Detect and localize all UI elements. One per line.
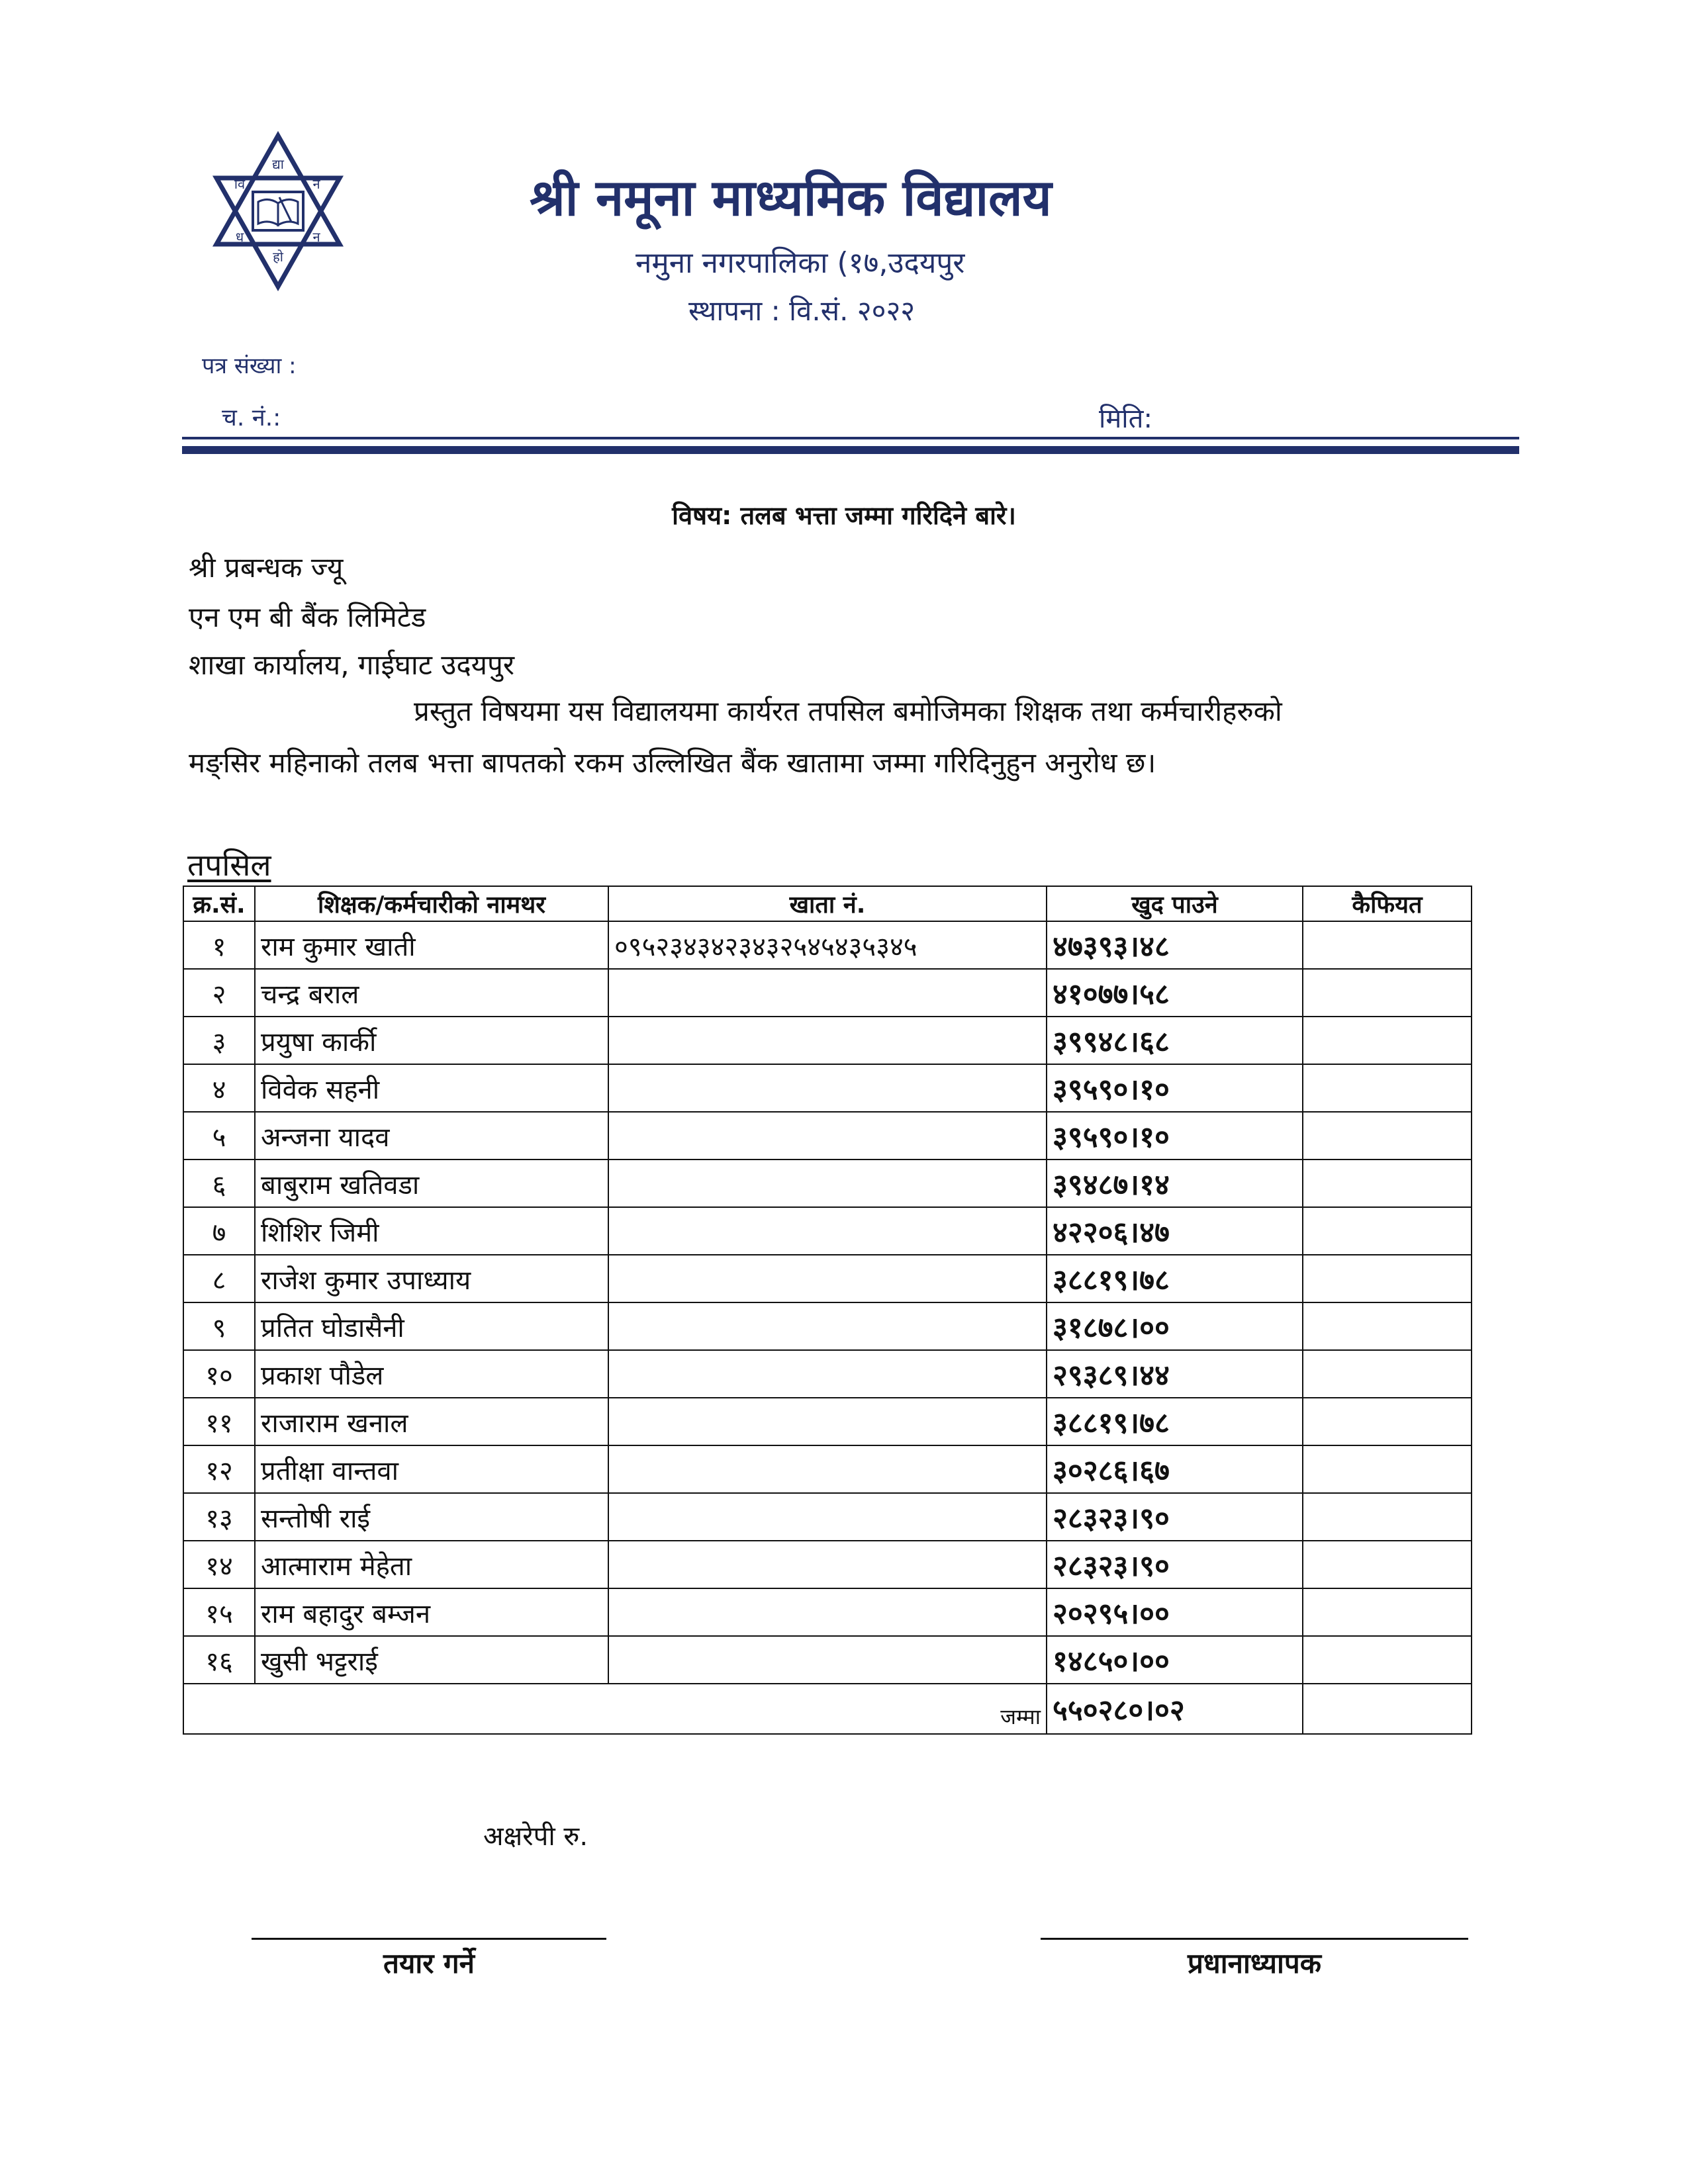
total-remarks <box>1303 1684 1472 1734</box>
account-number <box>608 1350 1047 1398</box>
employee-name: आत्माराम मेहेता <box>255 1541 608 1588</box>
table-row <box>183 1350 1472 1398</box>
net-amount: ४१०७७।५८ <box>1047 969 1303 1017</box>
employee-name: राजेश कुमार उपाध्याय <box>255 1255 608 1302</box>
letter-subject: विषय: तलब भत्ता जम्मा गरिदिने बारे। <box>672 501 1016 530</box>
row-serial: ८ <box>183 1255 255 1302</box>
net-amount: २०२९५।०० <box>1047 1588 1303 1636</box>
date-label: मिति: <box>1099 404 1152 434</box>
row-serial: ६ <box>183 1160 255 1207</box>
remarks <box>1303 1064 1472 1112</box>
school-logo <box>199 129 357 295</box>
table-row <box>183 969 1472 1017</box>
row-serial: १५ <box>183 1588 255 1636</box>
school-name: श्री नमूना माध्यमिक विद्यालय <box>530 168 1052 227</box>
net-amount: ३९५९०।१० <box>1047 1112 1303 1160</box>
table-row <box>183 1588 1472 1636</box>
account-number <box>608 969 1047 1017</box>
employee-name: विवेक सहनी <box>255 1064 608 1112</box>
logo-letter: द्या <box>272 156 284 172</box>
account-number <box>608 1207 1047 1255</box>
remarks <box>1303 1493 1472 1541</box>
row-serial: १६ <box>183 1636 255 1684</box>
logo-letter: वि <box>234 176 246 192</box>
net-amount: ३९५९०।१० <box>1047 1064 1303 1112</box>
body-paragraph-line: मङ्सिर महिनाको तलब भत्ता बापतको रकम उल्लिखित बैंक खातामा जम्मा गरिदिनुहुन अनुरोध छ। <box>189 747 1156 779</box>
row-serial: १२ <box>183 1445 255 1493</box>
employee-name: राजाराम खनाल <box>255 1398 608 1445</box>
net-amount: २८३२३।९० <box>1047 1493 1303 1541</box>
net-amount: १४८५०।०० <box>1047 1636 1303 1684</box>
table-row <box>183 1493 1472 1541</box>
salary-table <box>183 886 1472 1735</box>
account-number <box>608 1064 1047 1112</box>
account-number <box>608 1398 1047 1445</box>
account-number <box>608 1112 1047 1160</box>
employee-name: अन्जना यादव <box>255 1112 608 1160</box>
account-number <box>608 1302 1047 1350</box>
employee-name: खुसी भट्टराई <box>255 1636 608 1684</box>
total-label: जम्मा <box>183 1684 1047 1734</box>
prepared-by-label: तयार गर्ने <box>383 1947 475 1979</box>
net-amount: ४२२०६।४७ <box>1047 1207 1303 1255</box>
header-divider-thin <box>182 437 1519 439</box>
recipient-bank: एन एम बी बैंक लिमिटेड <box>189 601 426 633</box>
net-amount: ३८८१९।७८ <box>1047 1255 1303 1302</box>
row-serial: २ <box>183 969 255 1017</box>
remarks <box>1303 1350 1472 1398</box>
remarks <box>1303 1207 1472 1255</box>
employee-name: प्रकाश पौडेल <box>255 1350 608 1398</box>
table-row <box>183 1112 1472 1160</box>
employee-name: चन्द्र बराल <box>255 969 608 1017</box>
net-amount: ३१८७८।०० <box>1047 1302 1303 1350</box>
remarks <box>1303 921 1472 969</box>
remarks <box>1303 1255 1472 1302</box>
row-serial: ५ <box>183 1112 255 1160</box>
table-row <box>183 1207 1472 1255</box>
table-row <box>183 1017 1472 1064</box>
table-header-row <box>183 886 1472 921</box>
column-header: शिक्षक/कर्मचारीको नामथर <box>255 886 608 921</box>
recipient-title: श्री प्रबन्धक ज्यू <box>189 551 344 584</box>
recipient-branch: शाखा कार्यालय, गाईघाट उदयपुर <box>189 649 515 681</box>
row-serial: ३ <box>183 1017 255 1064</box>
row-serial: १ <box>183 921 255 969</box>
account-number <box>608 1160 1047 1207</box>
account-number <box>608 1445 1047 1493</box>
row-serial: ७ <box>183 1207 255 1255</box>
headmaster-label: प्रधानाध्यापक <box>1188 1947 1321 1979</box>
table-row <box>183 1064 1472 1112</box>
signature-line-headmaster <box>1041 1938 1468 1940</box>
account-number <box>608 1588 1047 1636</box>
table-row <box>183 1541 1472 1588</box>
remarks <box>1303 1112 1472 1160</box>
logo-letter: नै <box>312 176 320 192</box>
table-row <box>183 1302 1472 1350</box>
table-row <box>183 921 1472 969</box>
account-number <box>608 1636 1047 1684</box>
remarks <box>1303 1445 1472 1493</box>
employee-name: प्रतीक्षा वान्तवा <box>255 1445 608 1493</box>
row-serial: ९ <box>183 1302 255 1350</box>
row-serial: ४ <box>183 1064 255 1112</box>
body-paragraph-line: प्रस्तुत विषयमा यस विद्यालयमा कार्यरत तपसिल बमोजिमका शिक्षक तथा कर्मचारीहरुको <box>414 695 1282 727</box>
remarks <box>1303 1398 1472 1445</box>
total-row <box>183 1684 1472 1734</box>
row-serial: १४ <box>183 1541 255 1588</box>
table-row <box>183 1636 1472 1684</box>
account-number <box>608 1017 1047 1064</box>
employee-name: बाबुराम खतिवडा <box>255 1160 608 1207</box>
table-row <box>183 1445 1472 1493</box>
column-header: क्र.सं. <box>183 886 255 921</box>
school-address: नमुना नगरपालिका (१७,उदयपुर <box>635 246 965 280</box>
remarks <box>1303 1588 1472 1636</box>
account-number: ०९५२३४३४२३४३२५४५४३५३४५ <box>608 921 1047 969</box>
account-number <box>608 1541 1047 1588</box>
net-amount: ४७३९३।४८ <box>1047 921 1303 969</box>
row-serial: १० <box>183 1350 255 1398</box>
remarks <box>1303 1541 1472 1588</box>
signature-line-prepared <box>252 1938 606 1940</box>
employee-name: शिशिर जिमी <box>255 1207 608 1255</box>
row-serial: १३ <box>183 1493 255 1541</box>
logo-letter: हो <box>273 249 283 265</box>
employee-name: राम कुमार खाती <box>255 921 608 969</box>
table-row <box>183 1160 1472 1207</box>
net-amount: ३८८१९।७८ <box>1047 1398 1303 1445</box>
table-row <box>183 1255 1472 1302</box>
net-amount: ३९९४८।६८ <box>1047 1017 1303 1064</box>
column-header: खुद पाउने <box>1047 886 1303 921</box>
logo-letter: न <box>312 229 320 245</box>
net-amount: ३०२८६।६७ <box>1047 1445 1303 1493</box>
total-amount: ५५०२८०।०२ <box>1047 1684 1303 1734</box>
established-date: स्थापना : वि.सं. २०२२ <box>688 295 915 327</box>
employee-name: सन्तोषी राई <box>255 1493 608 1541</box>
remarks <box>1303 1302 1472 1350</box>
employee-name: प्रतित घोडासैनी <box>255 1302 608 1350</box>
row-serial: ११ <box>183 1398 255 1445</box>
table-row <box>183 1398 1472 1445</box>
logo-letter: ध <box>235 229 244 245</box>
employee-name: प्रयुषा कार्की <box>255 1017 608 1064</box>
account-number <box>608 1493 1047 1541</box>
letter-number-label: पत्र संख्या : <box>202 353 297 379</box>
remarks <box>1303 1017 1472 1064</box>
dispatch-number-label: च. नं.: <box>222 404 281 432</box>
net-amount: २९३८९।४४ <box>1047 1350 1303 1398</box>
employee-name: राम बहादुर बम्जन <box>255 1588 608 1636</box>
column-header: खाता नं. <box>608 886 1047 921</box>
net-amount: २८३२३।९० <box>1047 1541 1303 1588</box>
account-number <box>608 1255 1047 1302</box>
remarks <box>1303 1160 1472 1207</box>
amount-in-words-label: अक्षरेपी रु. <box>483 1821 588 1852</box>
table-caption: तपसिल <box>187 847 271 883</box>
net-amount: ३९४८७।१४ <box>1047 1160 1303 1207</box>
remarks <box>1303 969 1472 1017</box>
header-divider-thick <box>182 446 1519 454</box>
column-header: कैफियत <box>1303 886 1472 921</box>
remarks <box>1303 1636 1472 1684</box>
